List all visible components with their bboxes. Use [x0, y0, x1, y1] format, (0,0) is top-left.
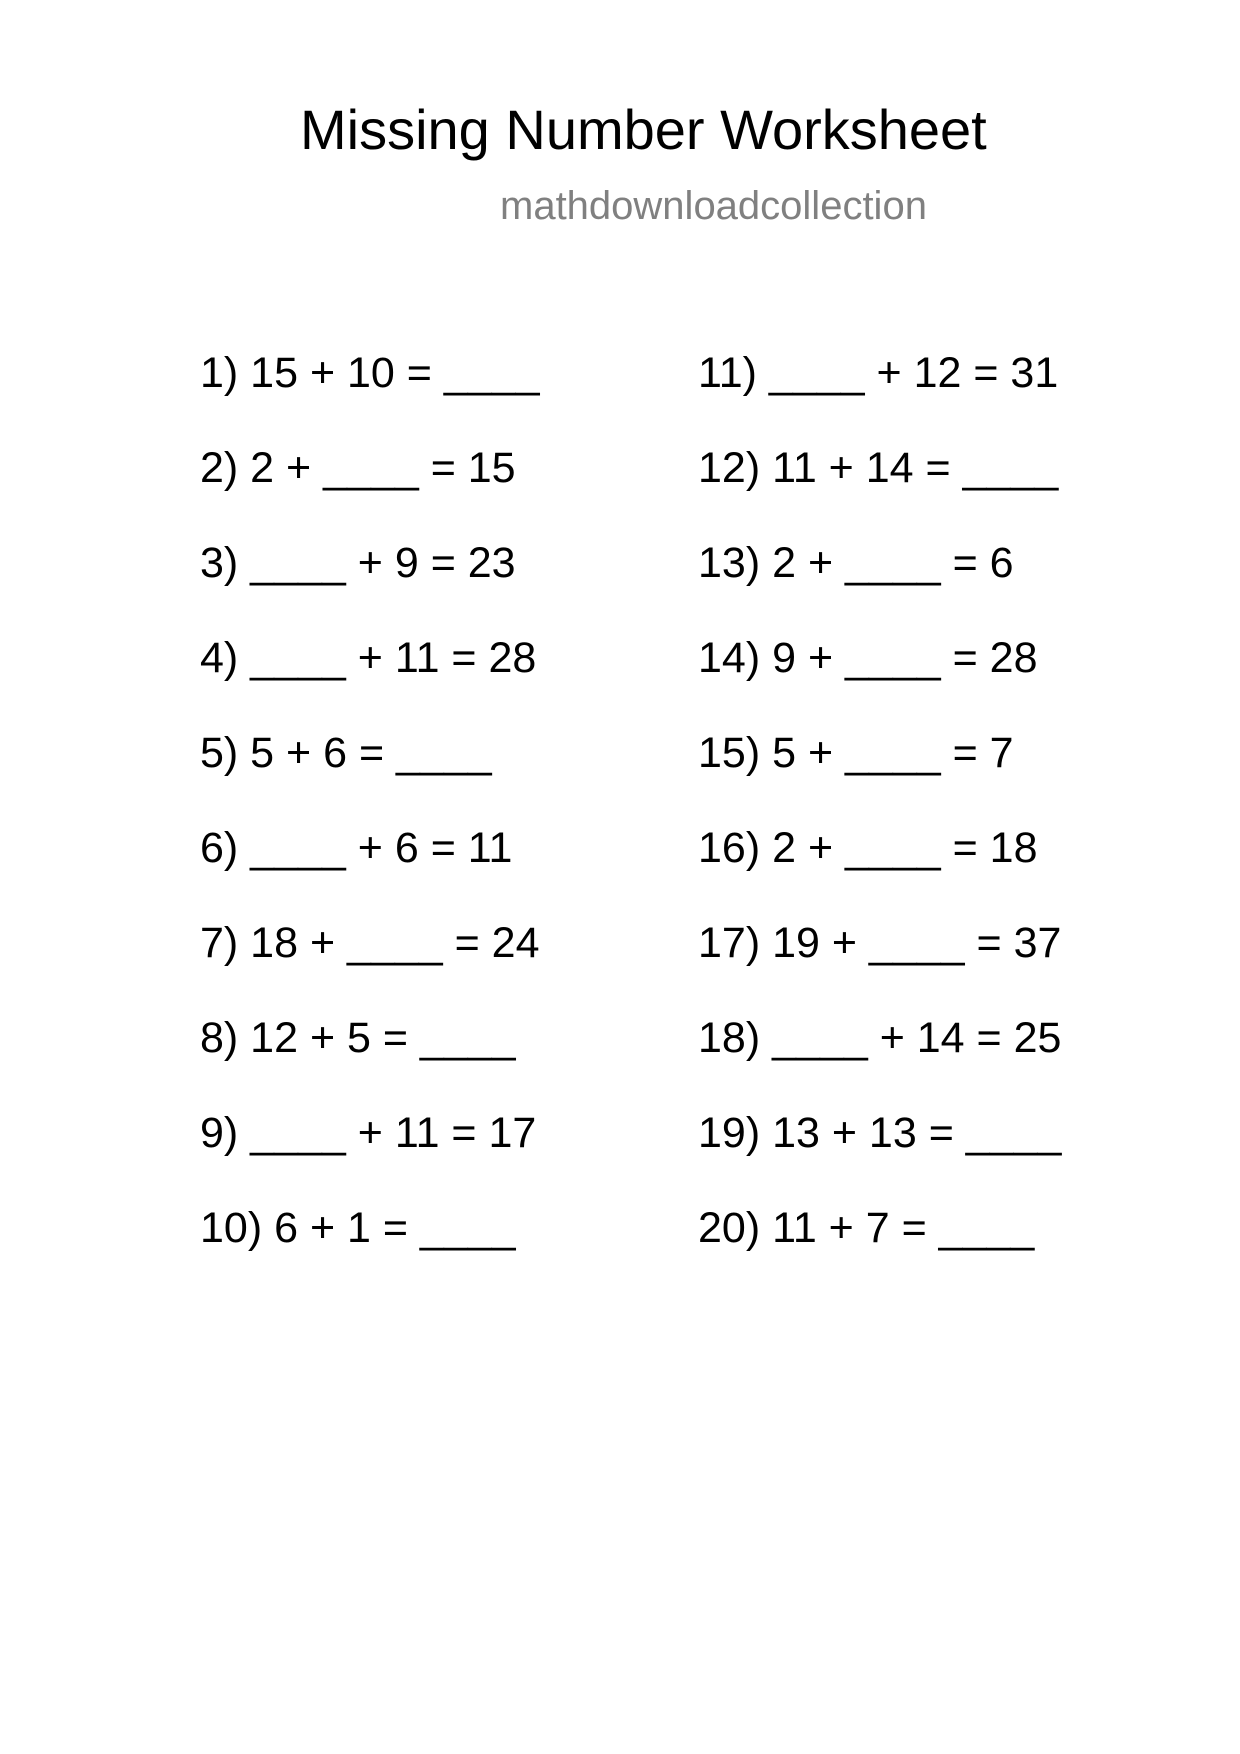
problem-18: 18) ____ + 14 = 25: [698, 1014, 1062, 1062]
problem-14: 14) 9 + ____ = 28: [698, 634, 1038, 682]
problem-10: 10) 6 + 1 = ____: [200, 1204, 516, 1252]
problem-5: 5) 5 + 6 = ____: [200, 729, 492, 777]
problem-19: 19) 13 + 13 = ____: [698, 1109, 1062, 1157]
problem-17: 17) 19 + ____ = 37: [698, 919, 1062, 967]
problem-20: 20) 11 + 7 = ____: [698, 1204, 1035, 1252]
problem-2: 2) 2 + ____ = 15: [200, 444, 516, 492]
problem-9: 9) ____ + 11 = 17: [200, 1109, 537, 1157]
problem-8: 8) 12 + 5 = ____: [200, 1014, 516, 1062]
problem-1: 1) 15 + 10 = ____: [200, 349, 540, 397]
problem-7: 7) 18 + ____ = 24: [200, 919, 540, 967]
problem-16: 16) 2 + ____ = 18: [698, 824, 1038, 872]
problem-15: 15) 5 + ____ = 7: [698, 729, 1014, 777]
problem-12: 12) 11 + 14 = ____: [698, 444, 1059, 492]
page-subtitle: mathdownloadcollection: [500, 184, 927, 228]
problem-4: 4) ____ + 11 = 28: [200, 634, 537, 682]
problem-3: 3) ____ + 9 = 23: [200, 539, 516, 587]
page-title: Missing Number Worksheet: [300, 98, 987, 161]
problem-13: 13) 2 + ____ = 6: [698, 539, 1014, 587]
problem-6: 6) ____ + 6 = 11: [200, 824, 513, 872]
problem-11: 11) ____ + 12 = 31: [698, 349, 1059, 397]
